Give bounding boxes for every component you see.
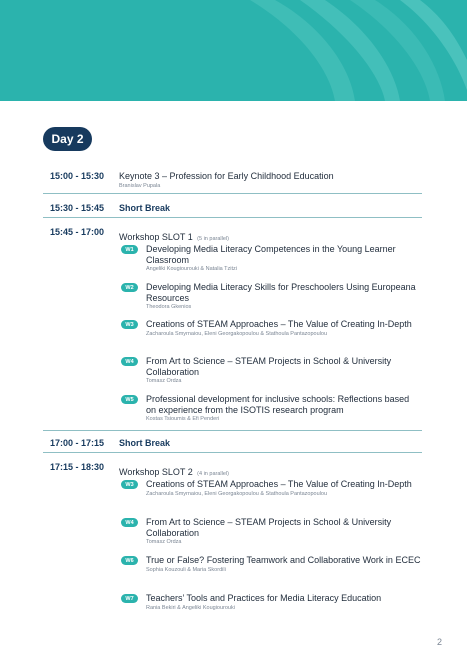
workshop-badge: W4 [121, 518, 138, 527]
time-slot: 17:15 - 18:30 [50, 462, 105, 472]
session-authors: Branislav Pupala [119, 182, 161, 189]
workshop-authors: Rania Bekiri & Angeliki Kougiourouki [146, 604, 235, 611]
session-title: Keynote 3 – Profession for Early Childhood Education [119, 171, 334, 181]
workshop-title: From Art to Science – STEAM Projects in School & University Collaboration [146, 356, 392, 377]
workshop-title: Developing Media Literacy Competences in the Young Learner Classroom [146, 244, 396, 265]
session-title: Workshop SLOT 1 [119, 232, 193, 242]
workshop-title: Creations of STEAM Approaches – The Value of Creating In-Depth [146, 479, 412, 489]
break-label: Short Break [119, 203, 171, 213]
parallel-note: (4 in parallel) [197, 471, 229, 477]
workshop-badge: W1 [121, 245, 138, 254]
workshop-authors: Tomasz Ordza [146, 378, 182, 384]
day-label: Day 2 [43, 127, 92, 151]
workshop-badge: W6 [121, 556, 138, 565]
workshop-authors: Zacharoula Smyrnaiou, Eleni Georgakopoulou & Stathoula Pantazopoulou [146, 490, 328, 497]
workshop-badge: W2 [121, 283, 138, 292]
workshop-authors: Angeliki Kougiourouki & Natalia Tzitzi [146, 266, 237, 272]
workshop-title: Creations of STEAM Approaches – The Value of Creating In-Depth [146, 319, 412, 329]
wave-decoration [0, 0, 467, 101]
workshop-title: True or False? Fostering Teamwork and Collaborative Work in ECEC [146, 555, 421, 565]
session-title: Workshop SLOT 2 [119, 467, 193, 477]
workshop-badge: W3 [121, 480, 138, 489]
parallel-note: (5 in parallel) [197, 236, 229, 242]
divider [43, 193, 422, 194]
workshop-badge: W4 [121, 357, 138, 366]
workshop-badge: W5 [121, 395, 138, 404]
workshop-authors: Zacharoula Smyrnaiou, Eleni Georgakopoulou & Stathoula Pantazopoulou [146, 330, 328, 337]
divider [43, 217, 422, 218]
time-slot: 15:30 - 15:45 [50, 203, 105, 213]
workshop-title: Developing Media Literacy Skills for Preschoolers Using Europeana Resources [146, 282, 416, 303]
workshop-title: From Art to Science – STEAM Projects in School & University Collaboration [146, 517, 392, 538]
workshop-badge: W3 [121, 320, 138, 329]
divider [43, 430, 422, 431]
header-banner [0, 0, 467, 101]
workshop-authors: Kostas Tsioumis & Efi Penderi [146, 416, 220, 422]
workshop-authors: Tomasz Ordza [146, 539, 182, 545]
workshop-authors: Theodora Gkenios [146, 304, 192, 310]
page-number: 2 [437, 637, 443, 647]
workshop-title: Teachers’ Tools and Practices for Media Literacy Education [146, 593, 382, 603]
time-slot: 15:45 - 17:00 [50, 227, 105, 237]
workshop-title: Professional development for inclusive schools: Reflections based on experience from the ISOTIS research program [146, 394, 410, 415]
divider [43, 452, 422, 453]
time-slot: 15:00 - 15:30 [50, 171, 105, 181]
break-label: Short Break [119, 438, 171, 448]
workshop-authors: Sophia Kouzouli & Maria Skordili [146, 566, 226, 573]
workshop-badge: W7 [121, 594, 138, 603]
time-slot: 17:00 - 17:15 [50, 438, 105, 448]
